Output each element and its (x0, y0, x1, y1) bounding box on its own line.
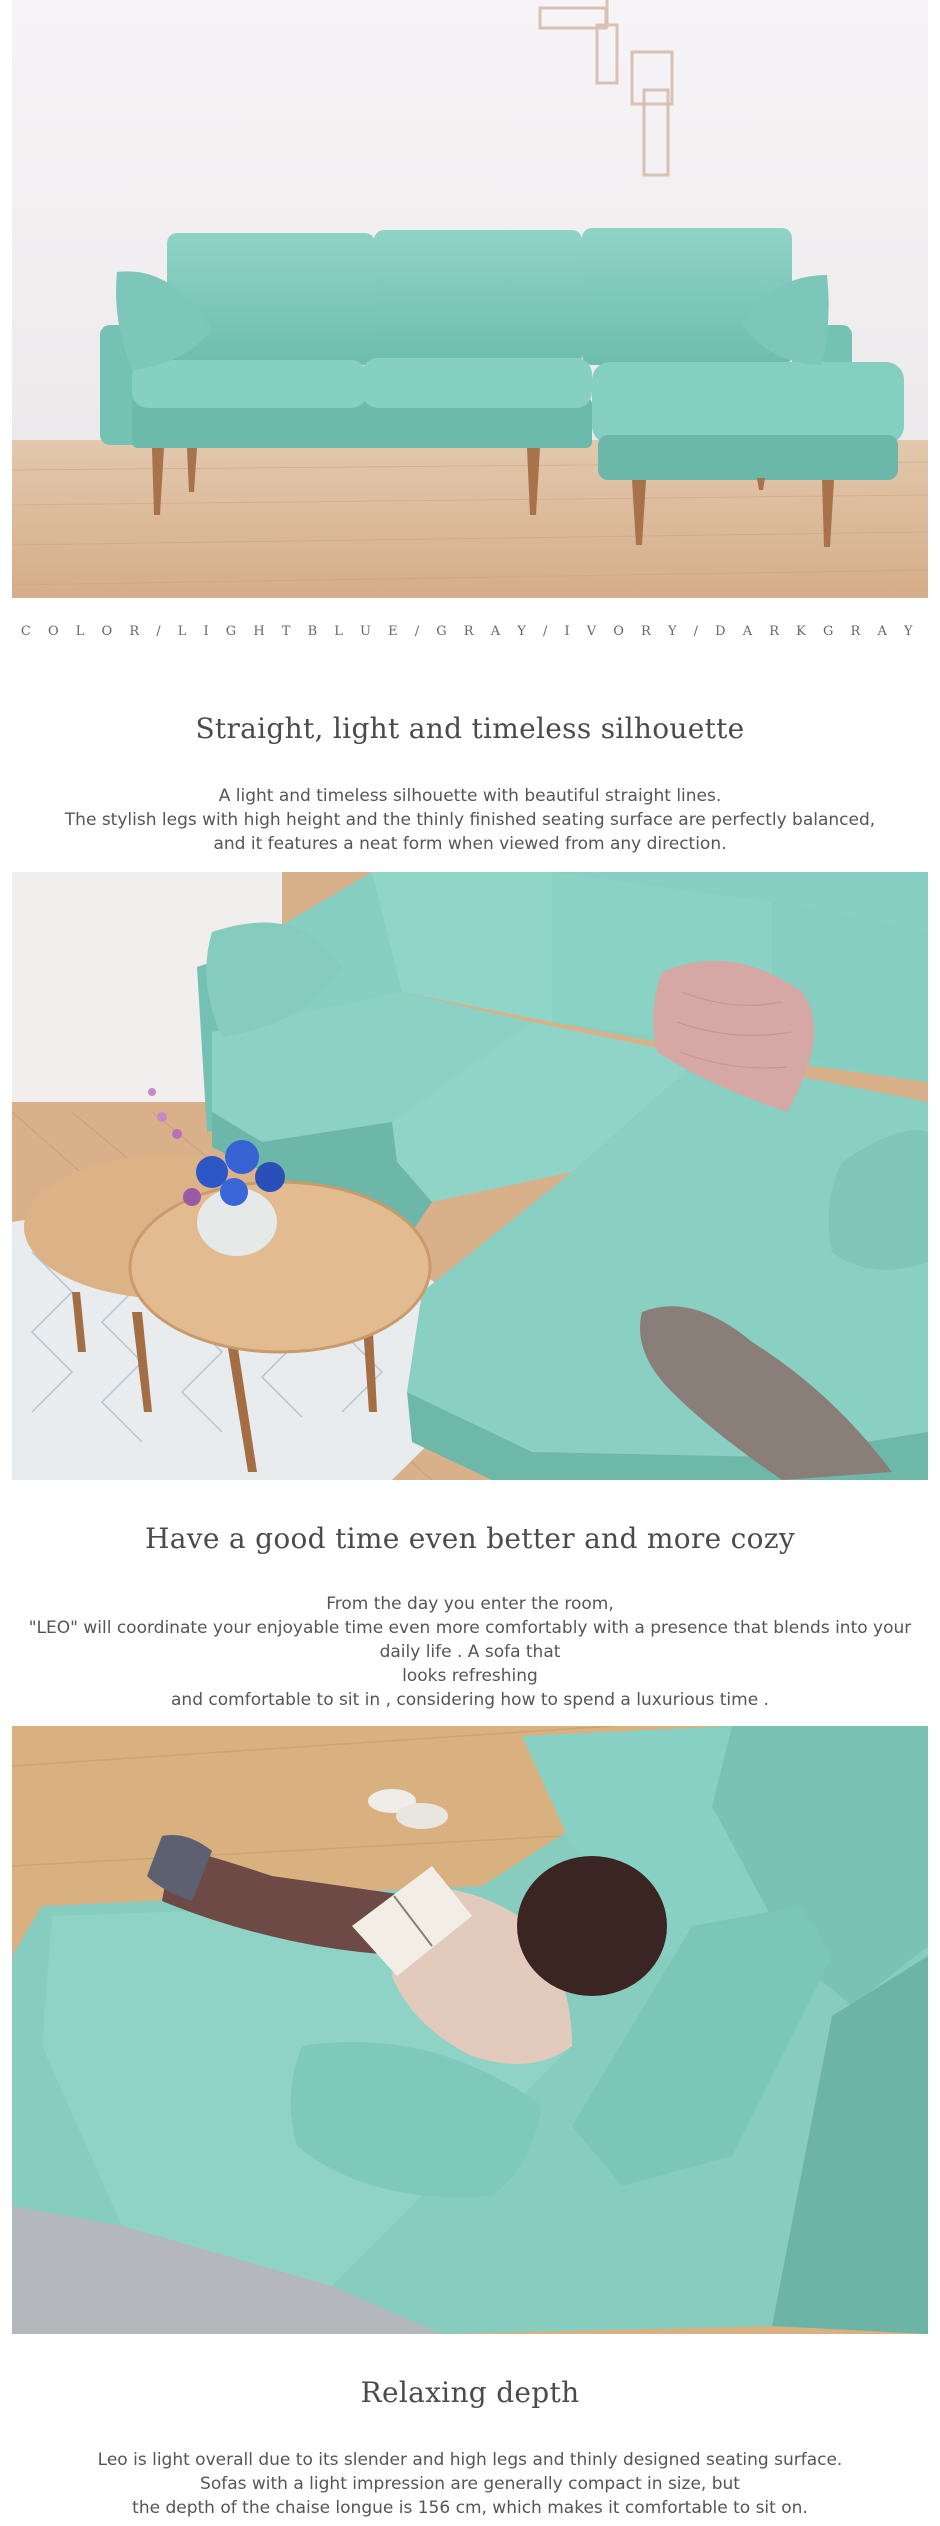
text-line: and it features a neat form when viewed from any direction. (213, 834, 727, 854)
section-heading: Straight, light and timeless silhouette (195, 712, 745, 745)
section-text (20, 2448, 920, 2520)
section-heading: Have a good time even better and more cozy (145, 1522, 795, 1555)
text-line: From the day you enter the room, (326, 1594, 614, 1614)
text-line: Leo is light overall due to its slender and high legs and thinly designed seating surface. (97, 2450, 843, 2470)
text-line: Sofas with a light impression are generally compact in size, but (200, 2474, 740, 2494)
text-line: looks refreshing (402, 1666, 538, 1686)
text-line: A light and timeless silhouette with beautiful straight lines. (218, 786, 722, 806)
color-options: C O L O R / L I G H T B L U E / G R A Y / I V O R Y / D A R K G R A Y (20, 624, 920, 639)
section-heading: Relaxing depth (360, 2376, 580, 2409)
sofa-living-room-photo (12, 872, 928, 1480)
sofa-front-photo (12, 0, 928, 598)
sofa-reading-photo (12, 1726, 928, 2334)
text-line: and comfortable to sit in , considering how to spend a luxurious time . (171, 1690, 769, 1710)
text-line: the depth of the chaise longue is 156 cm, which makes it comfortable to sit on. (132, 2498, 808, 2518)
section-text (20, 1592, 920, 1712)
text-line: The stylish legs with high height and the thinly finished seating surface are perfectly balanced, (64, 810, 876, 830)
section-text (20, 784, 920, 856)
text-line: "LEO" will coordinate your enjoyable time even more comfortably with a presence that blends into your daily life . A sofa that (28, 1618, 912, 1662)
